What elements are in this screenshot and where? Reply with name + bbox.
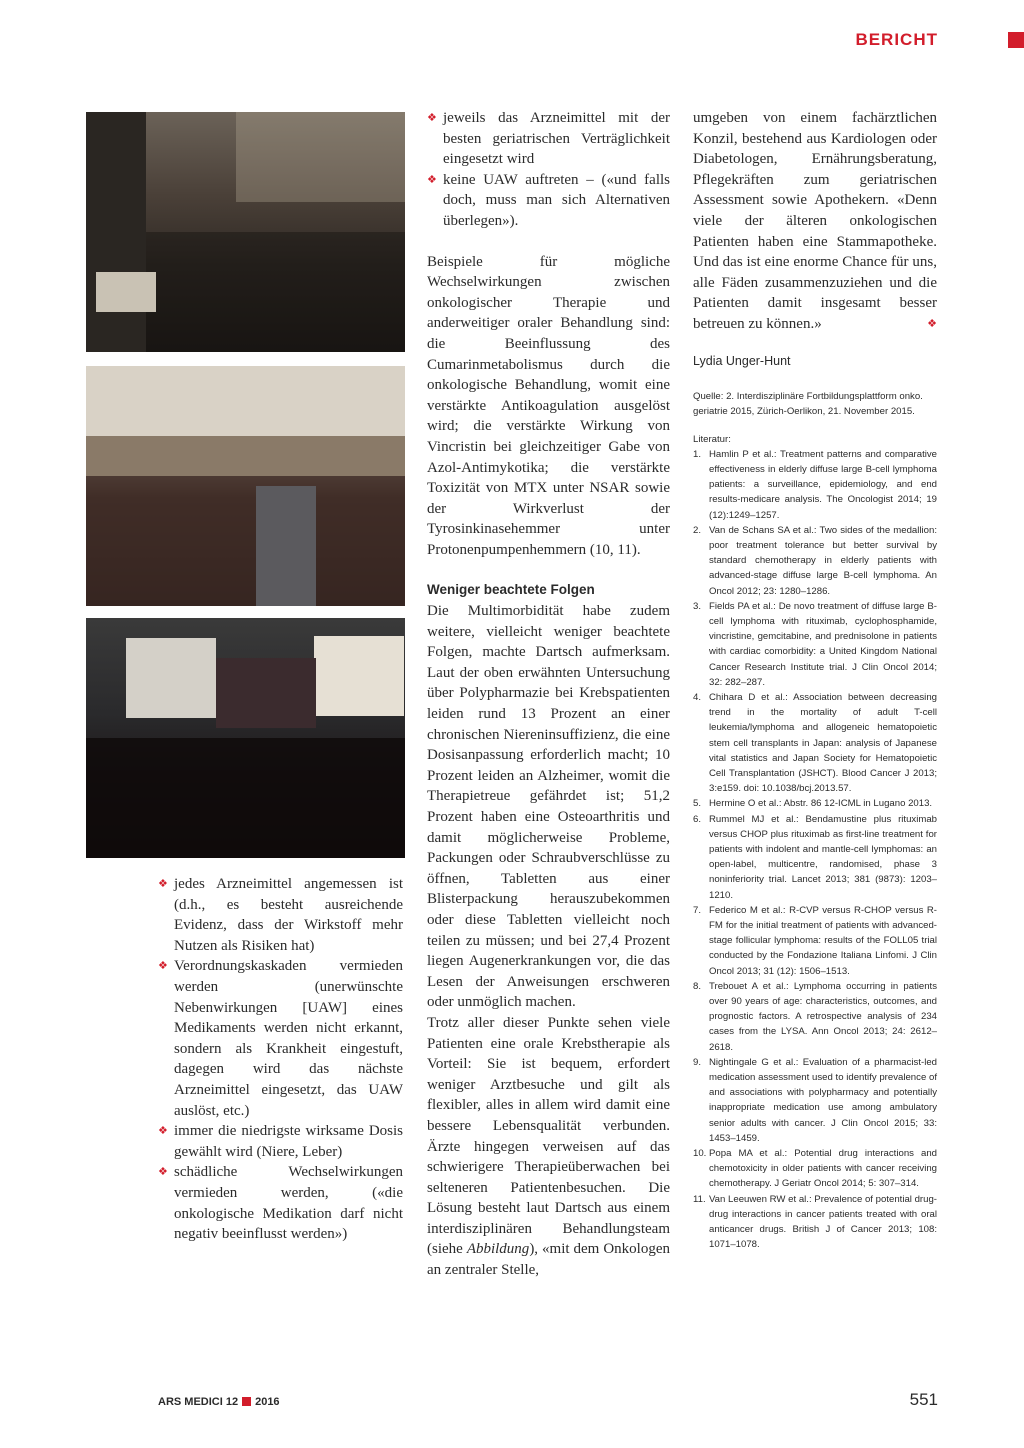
list-item: ❖ jeweils das Arzneimittel mit der besten geriatrischen Verträglichkeit eingesetzt wird <box>427 110 670 168</box>
reference-item: 3. Fields PA et al.: De novo treatment of diffuse large B-cell lymphoma with rituximab, cyclophosphamide, vincristine, gemcitabine, and prednisolone in patients with cardiac comorbidity: a United Kingdom National Cancer Research Institute trial. J Clin Oncol 2014; 32: 282–287. <box>693 600 937 688</box>
reference-item: 5. Hermine O et al.: Abstr. 86 12-ICML in Lugano 2013. <box>693 798 933 810</box>
list-item: ❖ Verordnungskaskaden vermieden werden (unerwünschte Nebenwirkungen [UAW] eines Medikaments werden nicht erkannt, sondern als Krankheit eingestuft, dagegen wird das nächste Arzneimittel eingesetzt, das UAW auslöst, etc.) <box>158 958 403 1119</box>
reference-item: 4. Chihara D et al.: Association between decreasing trend in the mortality of adult T-cell leukemia/lymphoma and allogeneic hematopoietic stem cell transplants in Japan: analysis of Japanese vital statistics and Japan Society for Hematopoietic Cell Transplantation (JSHCT). Blood Cancer J 2013; 3:e159. doi: 10.1038/bcj.2013.57. <box>693 691 937 795</box>
page-number: 551 <box>909 1390 938 1409</box>
paragraph: Trotz aller dieser Punkte sehen viele Patienten eine orale Krebstherapie als Vorteil: Sie ist bequem, erfordert weniger Arztbesuche und gilt als flexibler, alles in allem wird damit eine bessere Lebensqualität verbunden. Ärzte hingegen verweisen auf das schwierigere Therapieüberwachen bei selteneren Patientenbesuchen. Die Lösung besteht laut Dartsch aus einem interdisziplinären Behandlungsteam (siehe Abbildung), «mit dem Onkologen an zentraler Stelle, <box>427 1014 670 1279</box>
reference-item: 10. Popa MA et al.: Potential drug interactions and chemotoxicity in older patients with cancer receiving chemotherapy. J Geriatr Oncol 2014; 5: 307–314. <box>693 1148 937 1190</box>
reference-item: 7. Federico M et al.: R-CVP versus R-CHOP versus R-FM for the initial treatment of patients with advanced-stage follicular lymphoma: results of the FOLL05 trial conducted by the Fondazione Italiana Linfomi. J Clin Oncol 2013; 31 (12): 1506–1513. <box>693 904 937 977</box>
list-item: ❖ keine UAW auftreten – («und falls doch, muss man sich Alternativen überlegen»). <box>427 171 670 229</box>
reference-item: 6. Rummel MJ et al.: Bendamustine plus rituximab versus CHOP plus rituximab as first-line treatment for patients with indolent and mantle-cell lymphomas: an open-label, multicentre, randomised, phase 3 noninferiority trial. Lancet 2013; 381 (9873): 1203–1210. <box>693 813 937 901</box>
diamond-bullet-icon: ❖ <box>158 960 168 973</box>
lecture-hall-presentation-photo <box>86 618 405 858</box>
section-marker <box>1008 32 1024 48</box>
diamond-bullet-icon: ❖ <box>427 112 437 124</box>
diamond-bullet-icon: ❖ <box>158 1166 168 1179</box>
section-label: BERICHT <box>855 30 938 49</box>
reference-item: 1. Hamlin P et al.: Treatment patterns and comparative effectiveness in elderly diffuse large B-cell lymphoma patients: a surveillance, epidemiology, and end results-medicare analysis. The Oncologist 2014; 19 (12):1249–1257. <box>693 448 937 521</box>
paragraph: Die Multimorbidität habe zudem weitere, vielleicht weniger beachtete Folgen, machte Dartsch aufmerksam. Laut der oben erwähnten Untersuchung über Polypharmazie bei Krebspatienten leiden rund 13 Prozent an einer chronischen Niereninsuffizienz, die eine Dosisanpassung erforderlich macht; 10 Prozent leiden an Alzheimer, womit die Therapietreue gefährdet ist; 51,2 Prozent haben eine Osteoarthritis und damit möglicherweise Probleme, Packungen oder Schraubverschlüsse zu öffnen, Tabletten aus einer Blisterpackung herauszubekommen oder diese Tabletten vielleicht noch teilen zu müssen; und bei 27,4 Prozent liegen Augenerkrankungen vor, die das Lesen der Anweisungen erschweren oder unmöglich machen. <box>427 603 670 1011</box>
author-name: Lydia Unger-Hunt <box>693 353 791 368</box>
reference-item: 2. Van de Schans SA et al.: Two sides of the medallion: poor treatment tolerance but better survival by standard chemotherapy in elderly patients with advanced-stage diffuse large B-cell lymphoma. An Oncol 2012; 23: 1280–1286. <box>693 524 937 597</box>
diamond-bullet-icon: ❖ <box>158 1125 168 1138</box>
footer-marker <box>242 1397 251 1406</box>
reference-item: 8. Trebouet A et al.: Lymphoma occurring in patients over 90 years of age: characteristics, outcomes, and prognostic factors. A retrospective analysis of 234 cases from the LYSA. Ann Oncol 2013; 24: 2612–2618. <box>693 980 937 1053</box>
column-1-bullets <box>158 874 403 1245</box>
list-item: ❖ jedes Arzneimittel angemessen ist (d.h., es besteht ausreichende Evidenz, dass der Wirkstoff mehr Nutzen als Risiken hat) <box>158 876 403 954</box>
journal-footer: ARS MEDICI 12 2016 <box>158 1396 280 1408</box>
source-note: Quelle: 2. Interdisziplinäre Fortbildungsplattform onko. geriatrie 2015, Zürich-Oerlikon, 21. November 2015. <box>693 391 923 418</box>
literature-label: Literatur: <box>693 433 731 445</box>
diamond-bullet-icon: ❖ <box>158 878 168 890</box>
end-mark-icon: ❖ <box>927 317 937 330</box>
paragraph: umgeben von einem fachärztlichen Konzil, bestehend aus Kardiologen oder Diabetologen, Ernährungsberatung, Pflegekräften zum geriatrischen Assessment sowie Apothekern. «Denn viele der älteren onkologischen Patienten haben eine Stammapotheke. Und das ist eine enorme Chance für uns, alle Fäden zusammenzuziehen und die Patienten damit insgesamt besser betreuen zu können.» ❖ <box>693 108 937 335</box>
diamond-bullet-icon: ❖ <box>427 173 437 186</box>
list-item: ❖ immer die niedrigste wirksame Dosis gewählt wird (Niere, Leber) <box>158 1123 403 1160</box>
list-item: ❖ schädliche Wechselwirkungen vermieden werden, («die onkologische Medikation darf nicht negativ beeinflusst werden») <box>158 1164 403 1243</box>
column-2 <box>427 108 670 1281</box>
reference-item: 11. Van Leeuwen RW et al.: Prevalence of potential drug-drug interactions in cancer patients treated with oral anticancer drugs. British J of Cancer 2013; 108: 1071–1078. <box>693 1193 937 1251</box>
conference-foyer-photo <box>86 112 405 352</box>
subheading: Weniger beachtete Folgen <box>427 582 595 598</box>
column-3 <box>693 108 937 1253</box>
audience-seated-photo <box>86 366 405 606</box>
reference-list <box>693 447 937 1253</box>
reference-item: 9. Nightingale G et al.: Evaluation of a pharmacist-led medication assessment used to identify prevalence of and associations with polypharmacy and potentially inappropriate medication use among ambulatory senior adults with cancer. J Clin Oncol 2015; 33: 1453–1459. <box>693 1056 937 1144</box>
paragraph: Beispiele für mögliche Wechselwirkungen zwischen onkologischer Therapie und anderweitiger oraler Behandlung sind: die Beeinflussung des Cumarinmetabolismus durch die onkologische Behandlung, womit eine verstärkte Antikoagulation ausgelöst wird; die verstärkte Wirkung von Vincristin bei gleichzeitiger Gabe von Azol-Antimykotika; die verstärkte Toxizität von MTX unter NSAR sowie der Wirkverlust der Tyrosinkinasehemmer unter Protonenpumpenhemmern (10, 11). <box>427 253 670 558</box>
